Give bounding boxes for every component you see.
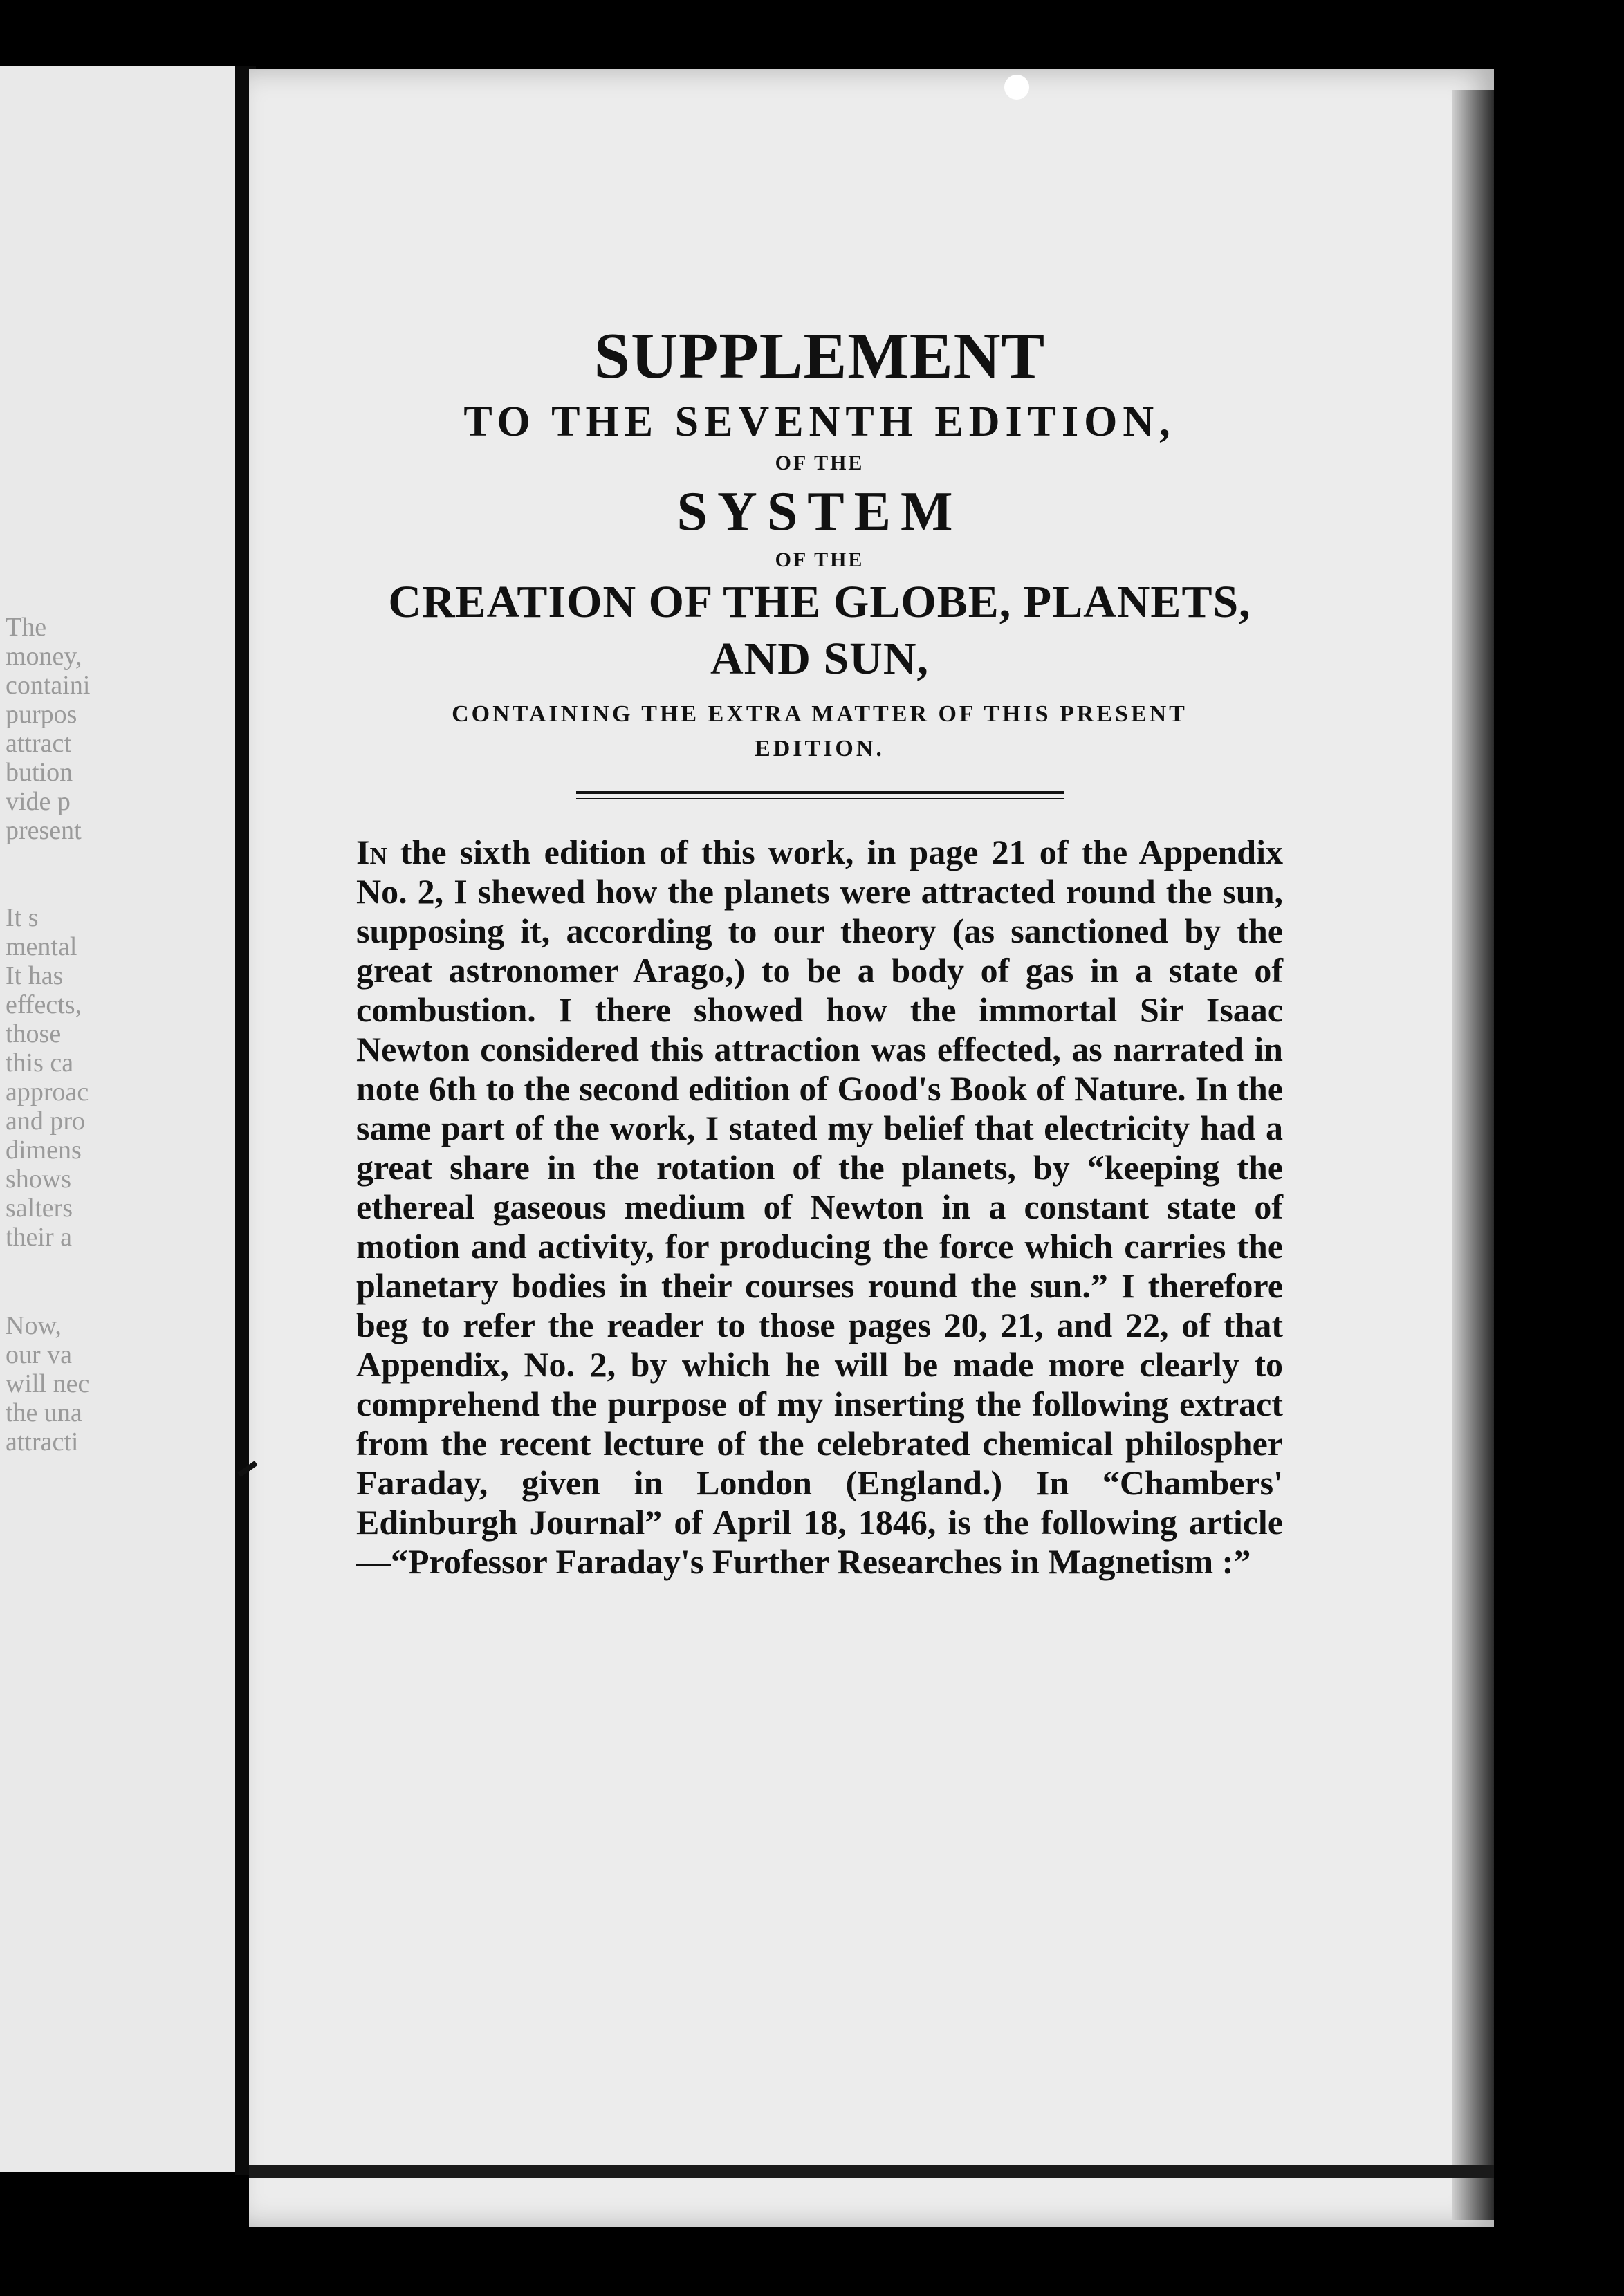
subtitle-containing-line1: CONTAINING THE EXTRA MATTER OF THIS PRESENT: [452, 701, 1188, 727]
facing-page-text: containi: [6, 671, 91, 700]
facing-page-text: shows: [6, 1165, 72, 1194]
title-seventh-edition: TO THE SEVENTH EDITION,: [463, 398, 1176, 445]
facing-page-text: purpos: [6, 700, 77, 729]
body-paragraph-text: the sixth edition of this work, in page 21 of the Appendix No. 2, I shewed how the planets were attracted round the sun, supposing it, according to our theory (as sanctioned by the great astronomer Arago,) to be a body of gas in a state of combustion. I there showed how the immortal Sir Isaac Newton considered this attraction was effected, as narrated in note 6th to the second edition of Good's Book of Nature. In the same part of the work, I stated my belief that electricity had a great share in the rotation of the planets, by “keeping the ethereal gaseous medium of Newton in a constant state of motion and activity, for producing the force which carries the planetary bodies in their courses round the sun.” I therefore beg to refer the reader to those pages 20, 21, and 22, of that Appendix, No. 2, by which he will be made more clearly to comprehend the purpose of my inserting the following extract from the recent lecture of the celebrated chemical philospher Faraday, given in London (England.) In “Chambers' Edinburgh Journal” of April 18, 1846, is the following article—“Professor Faraday's Further Researches in Magnetism :”: [356, 833, 1283, 1581]
facing-page-text: those: [6, 1019, 62, 1048]
subtitle-containing-line2: EDITION.: [755, 736, 885, 761]
page-content: [356, 318, 1283, 1582]
facing-page-text: approac: [6, 1077, 89, 1107]
facing-page-text: It s: [6, 903, 39, 932]
facing-page-text: bution: [6, 758, 73, 787]
facing-page: [0, 66, 246, 2172]
facing-page-text: salters: [6, 1194, 73, 1223]
facing-page-text: Now,: [6, 1311, 62, 1340]
title-supplement: SUPPLEMENT: [593, 320, 1046, 392]
body-paragraph: [356, 833, 1283, 1582]
decorative-rule: [576, 791, 1064, 799]
body-first-word: In: [356, 833, 387, 871]
subtitle-containing: [356, 697, 1283, 766]
title-of-the: OF THE: [775, 548, 865, 571]
facing-page-text: dimens: [6, 1136, 82, 1165]
facing-page-text: present: [6, 816, 82, 845]
facing-page-text: the una: [6, 1398, 82, 1427]
page-bottom-edge: [249, 2165, 1494, 2178]
facing-page-text: effects,: [6, 990, 82, 1019]
facing-page-text: It has: [6, 961, 64, 990]
facing-page-text: attract: [6, 729, 71, 758]
facing-page-text: will nec: [6, 1369, 90, 1398]
facing-page-text: this ca: [6, 1048, 74, 1077]
scan-hole: [1004, 75, 1029, 100]
title-creation-line1: CREATION OF THE GLOBE, PLANETS,: [388, 577, 1251, 627]
facing-page-text: and pro: [6, 1107, 86, 1136]
facing-page-text: our va: [6, 1340, 73, 1369]
facing-page-text: mental: [6, 932, 77, 961]
facing-page-text: vide p: [6, 787, 71, 816]
title-system: SYSTEM: [676, 481, 963, 542]
facing-page-text: their a: [6, 1223, 73, 1252]
page-edge-shadow: [1452, 90, 1494, 2220]
facing-page-text: money,: [6, 642, 82, 671]
facing-page-text: The: [6, 613, 47, 642]
facing-page-text: attracti: [6, 1427, 79, 1456]
title-creation-line2: AND SUN,: [710, 633, 930, 684]
title-of-the: OF THE: [775, 452, 865, 474]
